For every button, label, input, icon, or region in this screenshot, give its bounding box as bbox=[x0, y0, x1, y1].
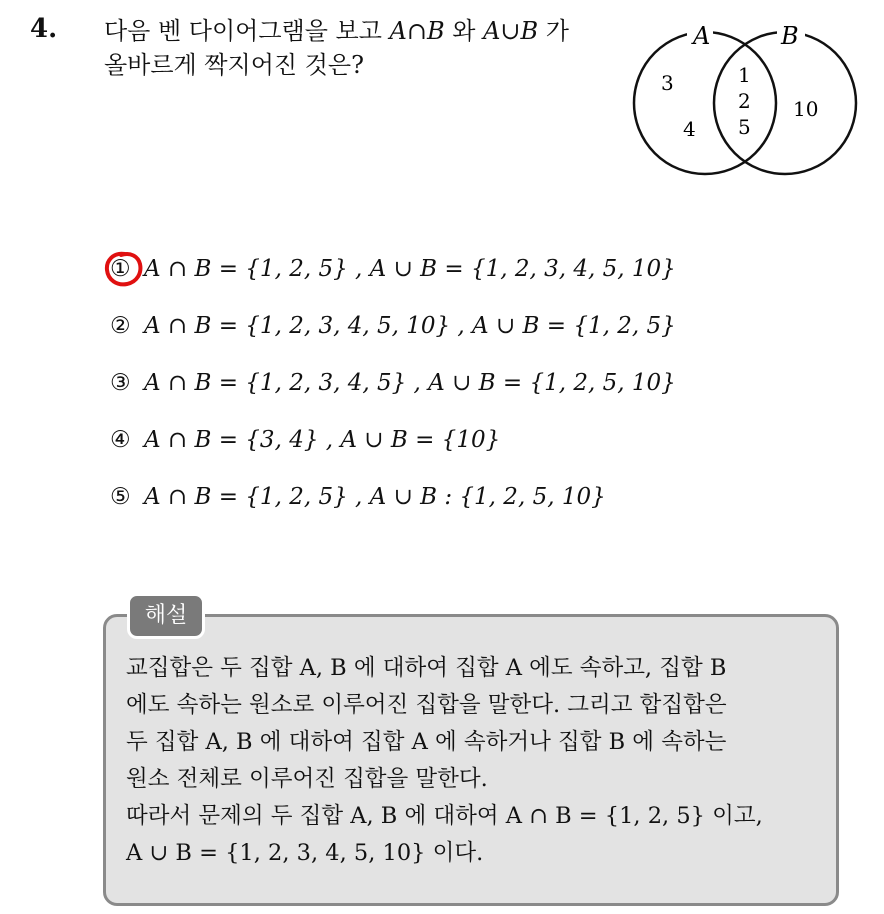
question-text-part: 가 bbox=[538, 17, 569, 45]
choice-number: ③ bbox=[110, 370, 131, 396]
choice-text: A ∩ B = {1, 2, 3, 4, 5} , A ∪ B = {1, 2, 5, 10} bbox=[144, 370, 676, 396]
choice-number: ④ bbox=[110, 427, 131, 453]
explanation-line: 따라서 문제의 두 집합 A, B 에 대하여 A ∩ B = {1, 2, 5} 이고, bbox=[126, 803, 763, 829]
explanation-line: A ∪ B = {1, 2, 3, 4, 5, 10} 이다. bbox=[126, 840, 484, 866]
union-expr: A∪B bbox=[483, 17, 539, 45]
explanation-text bbox=[126, 650, 826, 872]
intersection-expr: A∩B bbox=[389, 17, 445, 45]
choice-number: ① bbox=[110, 256, 131, 282]
intersection-element: 2 bbox=[738, 89, 751, 113]
intersection-element: 5 bbox=[738, 115, 751, 139]
question-line-2: 올바르게 짝지어진 것은? bbox=[104, 51, 364, 79]
intersection-element: 1 bbox=[738, 63, 751, 87]
choice-1[interactable] bbox=[110, 256, 676, 282]
choice-text: A ∩ B = {1, 2, 5} , A ∪ B : {1, 2, 5, 10} bbox=[144, 484, 606, 510]
explanation-label: 해설 bbox=[127, 593, 205, 639]
choice-4[interactable] bbox=[110, 427, 500, 453]
only-a-element: 4 bbox=[683, 117, 696, 141]
choice-2[interactable] bbox=[110, 313, 676, 339]
only-b-element: 10 bbox=[793, 97, 819, 121]
choice-text: A ∩ B = {1, 2, 3, 4, 5, 10} , A ∪ B = {1, 2, 5} bbox=[144, 313, 676, 339]
set-a-circle bbox=[634, 32, 776, 174]
choice-number: ⑤ bbox=[110, 484, 131, 510]
set-a-label: A bbox=[693, 22, 711, 50]
choice-5[interactable] bbox=[110, 484, 606, 510]
question-number: 4. bbox=[30, 14, 58, 44]
choice-number: ② bbox=[110, 313, 131, 339]
choice-text: A ∩ B = {3, 4} , A ∪ B = {10} bbox=[144, 427, 501, 453]
question-line-1 bbox=[104, 14, 624, 48]
explanation-line: 원소 전체로 이루어진 집합을 말한다. bbox=[126, 766, 488, 792]
choice-3[interactable] bbox=[110, 370, 676, 396]
question-text bbox=[104, 14, 624, 82]
set-b-circle bbox=[714, 32, 856, 174]
question-text-part: 다음 벤 다이어그램을 보고 bbox=[104, 17, 390, 45]
only-a-element: 3 bbox=[661, 71, 674, 95]
explanation-line: 에도 속하는 원소로 이루어진 집합을 말한다. 그리고 합집합은 bbox=[126, 692, 727, 718]
explanation-line: 두 집합 A, B 에 대하여 집합 A 에 속하거나 집합 B 에 속하는 bbox=[126, 729, 727, 755]
venn-diagram bbox=[625, 18, 865, 180]
question-text-part: 와 bbox=[444, 17, 484, 45]
answer-circle-mark bbox=[103, 249, 145, 289]
choice-text: A ∩ B = {1, 2, 5} , A ∪ B = {1, 2, 3, 4, 5, 10} bbox=[144, 256, 676, 282]
set-b-label: B bbox=[781, 22, 799, 50]
explanation-line: 교집합은 두 집합 A, B 에 대하여 집합 A 에도 속하고, 집합 B bbox=[126, 655, 727, 681]
